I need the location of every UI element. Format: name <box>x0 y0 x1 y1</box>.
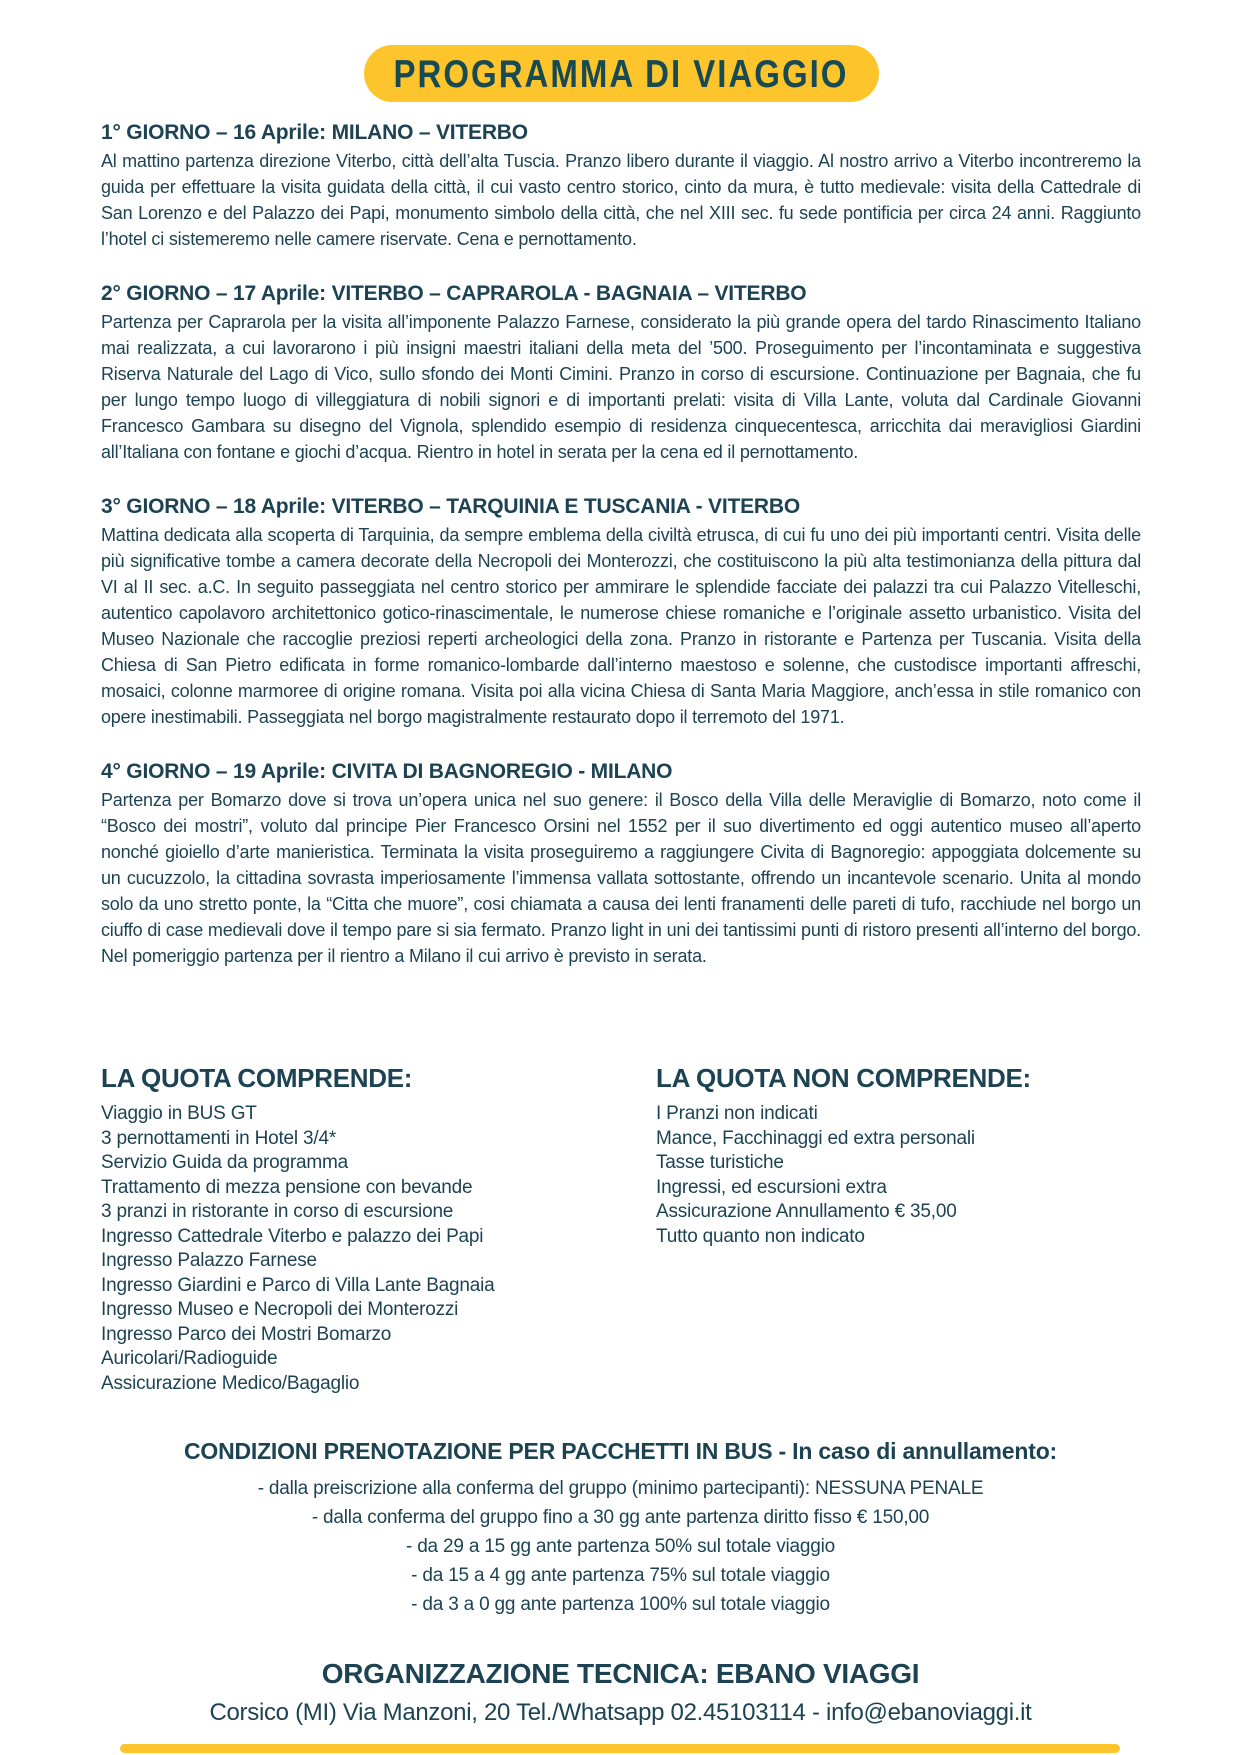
includes-item: Ingresso Cattedrale Viterbo e palazzo dei Papi <box>101 1225 484 1247</box>
includes-item: Ingresso Palazzo Farnese <box>101 1250 317 1271</box>
excludes-item: Assicurazione Annullamento € 35,00 <box>656 1201 957 1222</box>
day-section-4 <box>101 758 1141 969</box>
quota-section <box>101 1063 1141 1396</box>
excludes-item: Ingressi, ed escursioni extra <box>656 1176 887 1198</box>
excludes-item: Tutto quanto non indicato <box>656 1225 865 1247</box>
condition-line: - da 29 a 15 gg ante partenza 50% sul totale viaggio <box>405 1536 836 1557</box>
includes-item: Assicurazione Medico/Bagaglio <box>101 1372 360 1394</box>
footer <box>0 1658 1241 1727</box>
conditions-heading: CONDIZIONI PRENOTAZIONE PER PACCHETTI IN BUS - In caso di annullamento: <box>183 1438 1058 1464</box>
excludes-item: Mance, Facchinaggi ed extra personali <box>656 1127 975 1149</box>
title-badge <box>364 45 879 102</box>
footer-contact: Corsico (MI) Via Manzoni, 20 Tel./Whatsapp 02.45103114 - info@ebanoviaggi.it <box>209 1699 1032 1726</box>
day-section-1 <box>101 119 1141 252</box>
includes-item: Viaggio in BUS GT <box>101 1103 257 1124</box>
day-2-heading: 2° GIORNO – 17 Aprile: VITERBO – CAPRAROLA - BAGNAIA – VITERBO <box>101 282 807 305</box>
includes-item: Ingresso Parco dei Mostri Bomarzo <box>101 1323 392 1345</box>
day-3-text: Mattina dedicata alla scoperta di Tarquinia, da sempre emblema della civiltà etrusca, di cui fu uno dei più importanti centri. Visita delle più significative tombe a camera decorate della Necropoli dei Monterozzi, che costituiscono la più alta testimonianza della pittura dal VI al II sec. a.C. In seguito passeggiata nel centro storico per ammirare le splendide facciate dei palazzi tra cui Palazzo Vitelleschi, autentico capolavoro architettonico gotico-rinascimentale, le numerose chiese romaniche e l’originale assetto urbanistico. Visita del Museo Nazionale che raccoglie preziosi reperti archeologici della zona. Pranzo in ristorante e Partenza per Tuscania. Visita della Chiesa di San Pietro edificata in forme romanico-lombarde dall’interno maestoso e solenne, che custodisce importanti affreschi, mosaici, colonne marmoree di origine romana. Visita poi alla vicina Chiesa di Santa Maria Maggiore, anch’essa in stile romanico con opere inestimabili. Passeggiata nel borgo magistralmente restaurato dopo il terremoto del 1971. <box>101 525 1141 727</box>
condition-line: - dalla conferma del gruppo fino a 30 gg ante partenza diritto fisso € 150,00 <box>311 1507 930 1528</box>
day-section-3 <box>101 493 1141 730</box>
day-1-text: Al mattino partenza direzione Viterbo, città dell’alta Tuscia. Pranzo libero durante il viaggio. Al nostro arrivo a Viterbo incontreremo la guida per effettuare la visita guidata della città, il cui vasto centro storico, cinto da mura, è tutto medievale: visita della Cattedrale di San Lorenzo e del Palazzo dei Papi, monumento simbolo della città, che nel XIII sec. fu sede pontificia per circa 24 anni. Raggiunto l’hotel ci sistemeremo nelle camere riservate. Cena e pernottamento. <box>101 151 1141 249</box>
condition-line: - dalla preiscrizione alla conferma del gruppo (minimo partecipanti): NESSUNA PENALE <box>257 1478 984 1499</box>
includes-item: 3 pernottamenti in Hotel 3/4* <box>101 1127 337 1149</box>
includes-item: 3 pranzi in ristorante in corso di escursione <box>101 1201 454 1222</box>
includes-item: Servizio Guida da programma <box>101 1152 348 1173</box>
includes-heading: LA QUOTA COMPRENDE: <box>101 1063 413 1093</box>
includes-item: Ingresso Museo e Necropoli dei Monterozzi <box>101 1299 459 1320</box>
includes-item: Auricolari/Radioguide <box>101 1348 278 1369</box>
includes-section <box>101 1063 656 1396</box>
day-section-2 <box>101 280 1141 465</box>
day-4-text: Partenza per Bomarzo dove si trova un’opera unica nel suo genere: il Bosco della Villa delle Meraviglie di Bomarzo, noto come il “Bosco dei mostri”, voluto dal principe Pier Francesco Orsini nel 1552 per il suo divertimento ed oggi autentico museo all’aperto nonché gioiello d’arte manieristica. Terminata la visita proseguiremo a raggiungere Civita di Bagnoregio: appoggiata dolcemente su un cucuzzolo, la cittadina sovrasta imperiosamente l’immensa vallata sottostante, offrendo un incantevole scenario. Unita al mondo solo da uno stretto ponte, la “Citta che muore”, cosi chiamata a causa dei lenti franamenti delle pareti di tufo, racchiude nel borgo un ciuffo di case medievali dove il tempo pare si sia fermato. Pranzo light in uni dei tantissimi punti di ristoro presenti all’interno del borgo. Nel pomeriggio partenza per il rientro a Milano il cui arrivo è previsto in serata. <box>101 790 1141 966</box>
excludes-item: Tasse turistiche <box>656 1152 784 1173</box>
condition-line: - da 3 a 0 gg ante partenza 100% sul totale viaggio <box>411 1594 830 1615</box>
day-2-text: Partenza per Caprarola per la visita all’imponente Palazzo Farnese, considerato la più grande opera del tardo Rinascimento Italiano mai realizzata, a cui lavorarono i più insigni maestri italiani della meta del ’500. Proseguimento per l’incontaminata e suggestiva Riserva Naturale del Lago di Vico, sullo sfondo dei Monti Cimini. Pranzo in corso di escursione. Continuazione per Bagnaia, che fu per lungo tempo luogo di villeggiatura di nobili signori e di importanti prelati: visita di Villa Lante, voluta dal Cardinale Giovanni Francesco Gambara su disegno del Vignola, splendido esempio di residenza cinquecentesca, arricchita dai meravigliosi Giardini all’Italiana con fontane e giochi d’acqua. Rientro in hotel in serata per la cena ed il pernottamento. <box>101 312 1141 462</box>
day-4-heading: 4° GIORNO – 19 Aprile: CIVITA DI BAGNOREGIO - MILANO <box>101 760 673 783</box>
page-title: PROGRAMMA DI VIAGGIO <box>393 51 849 95</box>
footer-organization: ORGANIZZAZIONE TECNICA: EBANO VIAGGI <box>321 1658 920 1689</box>
footer-accent-bar <box>120 1744 1120 1753</box>
day-3-heading: 3° GIORNO – 18 Aprile: VITERBO – TARQUINIA E TUSCANIA - VITERBO <box>101 495 800 518</box>
includes-item: Trattamento di mezza pensione con bevande <box>101 1176 473 1198</box>
includes-item: Ingresso Giardini e Parco di Villa Lante Bagnaia <box>101 1274 495 1296</box>
conditions-section <box>0 1438 1241 1619</box>
condition-line: - da 15 a 4 gg ante partenza 75% sul totale viaggio <box>411 1565 830 1586</box>
day-1-heading: 1° GIORNO – 16 Aprile: MILANO – VITERBO <box>101 121 528 144</box>
excludes-section <box>656 1063 1141 1396</box>
excludes-heading: LA QUOTA NON COMPRENDE: <box>656 1063 1031 1093</box>
excludes-item: I Pranzi non indicati <box>656 1103 818 1124</box>
